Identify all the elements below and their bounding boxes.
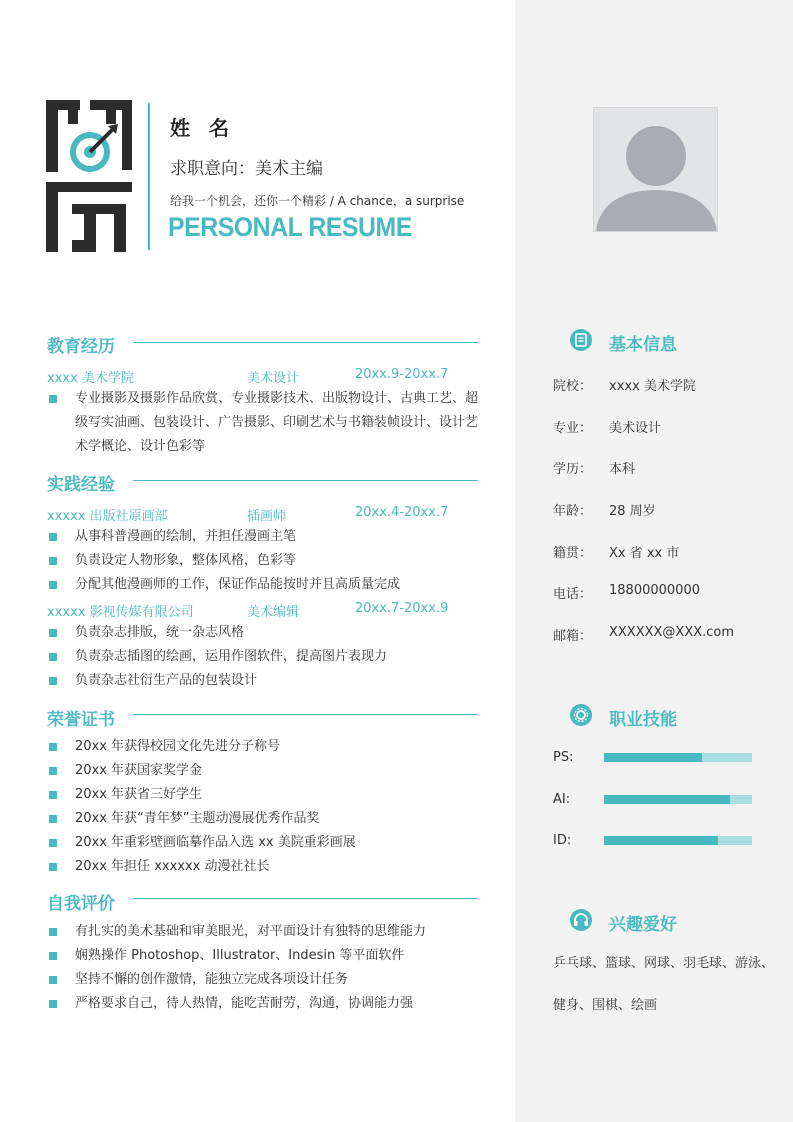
skill-bar-ps <box>604 753 752 762</box>
info-label-school: 院校： <box>553 379 593 394</box>
list-item: 20xx 年重彩壁画临摹作品入选 xx 美院重彩画展 <box>47 831 487 855</box>
company-name: xxxxx 影视传媒有限公司 <box>47 605 194 620</box>
list-item: 20xx 年担任 xxxxxx 动漫社社长 <box>47 855 487 879</box>
headphones-icon <box>570 909 592 931</box>
honors-title: 荣誉证书 <box>47 710 115 730</box>
header-divider <box>148 103 150 250</box>
education-title: 教育经历 <box>47 337 115 357</box>
list-item: 严格要求自己，待人热情，能吃苦耐劳，沟通，协调能力强 <box>47 992 487 1016</box>
skill-fill-ai <box>604 795 730 804</box>
list-item: 负责杂志社衍生产品的包装设计 <box>47 669 487 693</box>
hobbies-text: 乒乓球、篮球、网球、羽毛球、游泳、健身、围棋、绘画 <box>553 956 775 1013</box>
major: 美术设计 <box>247 371 300 386</box>
skill-label-ai: AI: <box>553 792 571 807</box>
practice-bullets-1 <box>47 525 487 597</box>
list-item: 负责杂志插图的绘画，运用作图软件，提高图片表现力 <box>47 645 487 669</box>
avatar-placeholder-icon <box>594 108 718 232</box>
info-label-phone: 电话： <box>553 587 593 602</box>
skill-label-ps: PS: <box>553 750 574 765</box>
id-card-icon <box>570 329 592 351</box>
logo-jianli <box>46 100 132 252</box>
list-item: 负责设定人物形象，整体风格，色彩等 <box>47 549 487 573</box>
job-intent: 求职意向：美术主编 <box>170 159 323 179</box>
list-item: 20xx 年获“青年梦”主题动漫展优秀作品奖 <box>47 807 487 831</box>
honors-bullets <box>47 735 487 879</box>
list-item: 20xx 年获得校园文化先进分子称号 <box>47 735 487 759</box>
skill-bar-ai <box>604 795 752 804</box>
skill-label-id: ID: <box>553 833 572 848</box>
list-item: 娴熟操作 Photoshop、Illustrator、Indesin 等平面软件 <box>47 944 487 968</box>
info-value-degree: 本科 <box>609 462 636 477</box>
info-value-school: xxxx 美术学院 <box>609 379 696 394</box>
info-label-degree: 学历： <box>553 462 593 477</box>
info-value-email: XXXXXX@XXX.com <box>609 625 735 640</box>
skills-title: 职业技能 <box>609 710 677 730</box>
info-label-hometown: 籍贯： <box>553 546 593 561</box>
self-eval-bullets <box>47 920 487 1016</box>
company-name: xxxxx 出版社原画部 <box>47 509 168 524</box>
honors-divider <box>133 714 478 715</box>
period: 20xx.9-20xx.7 <box>355 367 449 382</box>
practice-bullets-2 <box>47 621 487 693</box>
period: 20xx.7-20xx.9 <box>355 601 449 616</box>
list-item: 负责杂志排版，统一杂志风格 <box>47 621 487 645</box>
info-label-email: 邮箱： <box>553 629 593 644</box>
education-divider <box>133 342 478 343</box>
resume-title: PERSONAL RESUME <box>168 212 412 242</box>
info-value-phone: 18800000000 <box>609 583 700 598</box>
job-role: 美术编辑 <box>247 605 300 620</box>
slogan: 给我一个机会，还你一个精彩 / A chance，a surprise <box>170 194 465 208</box>
self-eval-title: 自我评价 <box>47 894 115 914</box>
skill-fill-id <box>604 836 718 845</box>
self-eval-divider <box>133 898 478 899</box>
practice-divider <box>133 480 478 481</box>
skill-bar-id <box>604 836 752 845</box>
info-value-major: 美术设计 <box>609 421 662 436</box>
list-item: 专业摄影及摄影作品欣赏、专业摄影技术、出版物设计、古典工艺、超级写实油画、包装设计、广告摄影、印刷艺术与书籍装帧设计、设计艺术学概论、设计色彩等 <box>47 387 482 459</box>
skill-fill-ps <box>604 753 702 762</box>
list-item: 20xx 年获国家奖学金 <box>47 759 487 783</box>
list-item: 从事科普漫画的绘制，并担任漫画主笔 <box>47 525 487 549</box>
info-label-age: 年龄： <box>553 504 593 519</box>
list-item: 有扎实的美术基础和审美眼光，对平面设计有独特的思维能力 <box>47 920 487 944</box>
list-item: 20xx 年获省三好学生 <box>47 783 487 807</box>
info-value-age: 28 周岁 <box>609 504 656 519</box>
hobbies-title: 兴趣爱好 <box>609 915 677 935</box>
school-name: xxxx 美术学院 <box>47 371 134 386</box>
list-item: 坚持不懈的创作激情，能独立完成各项设计任务 <box>47 968 487 992</box>
practice-title: 实践经验 <box>47 475 115 495</box>
list-item: 分配其他漫画师的工作，保证作品能按时并且高质量完成 <box>47 573 487 597</box>
info-value-hometown: Xx 省 xx 市 <box>609 546 680 561</box>
candidate-name: 姓 名 <box>170 116 235 140</box>
basic-info-title: 基本信息 <box>609 335 677 355</box>
period: 20xx.4-20xx.7 <box>355 505 449 520</box>
info-label-major: 专业： <box>553 421 593 436</box>
gear-icon <box>570 704 592 726</box>
profile-photo <box>593 107 718 232</box>
job-role: 插画师 <box>247 509 287 524</box>
education-bullets <box>47 387 482 459</box>
